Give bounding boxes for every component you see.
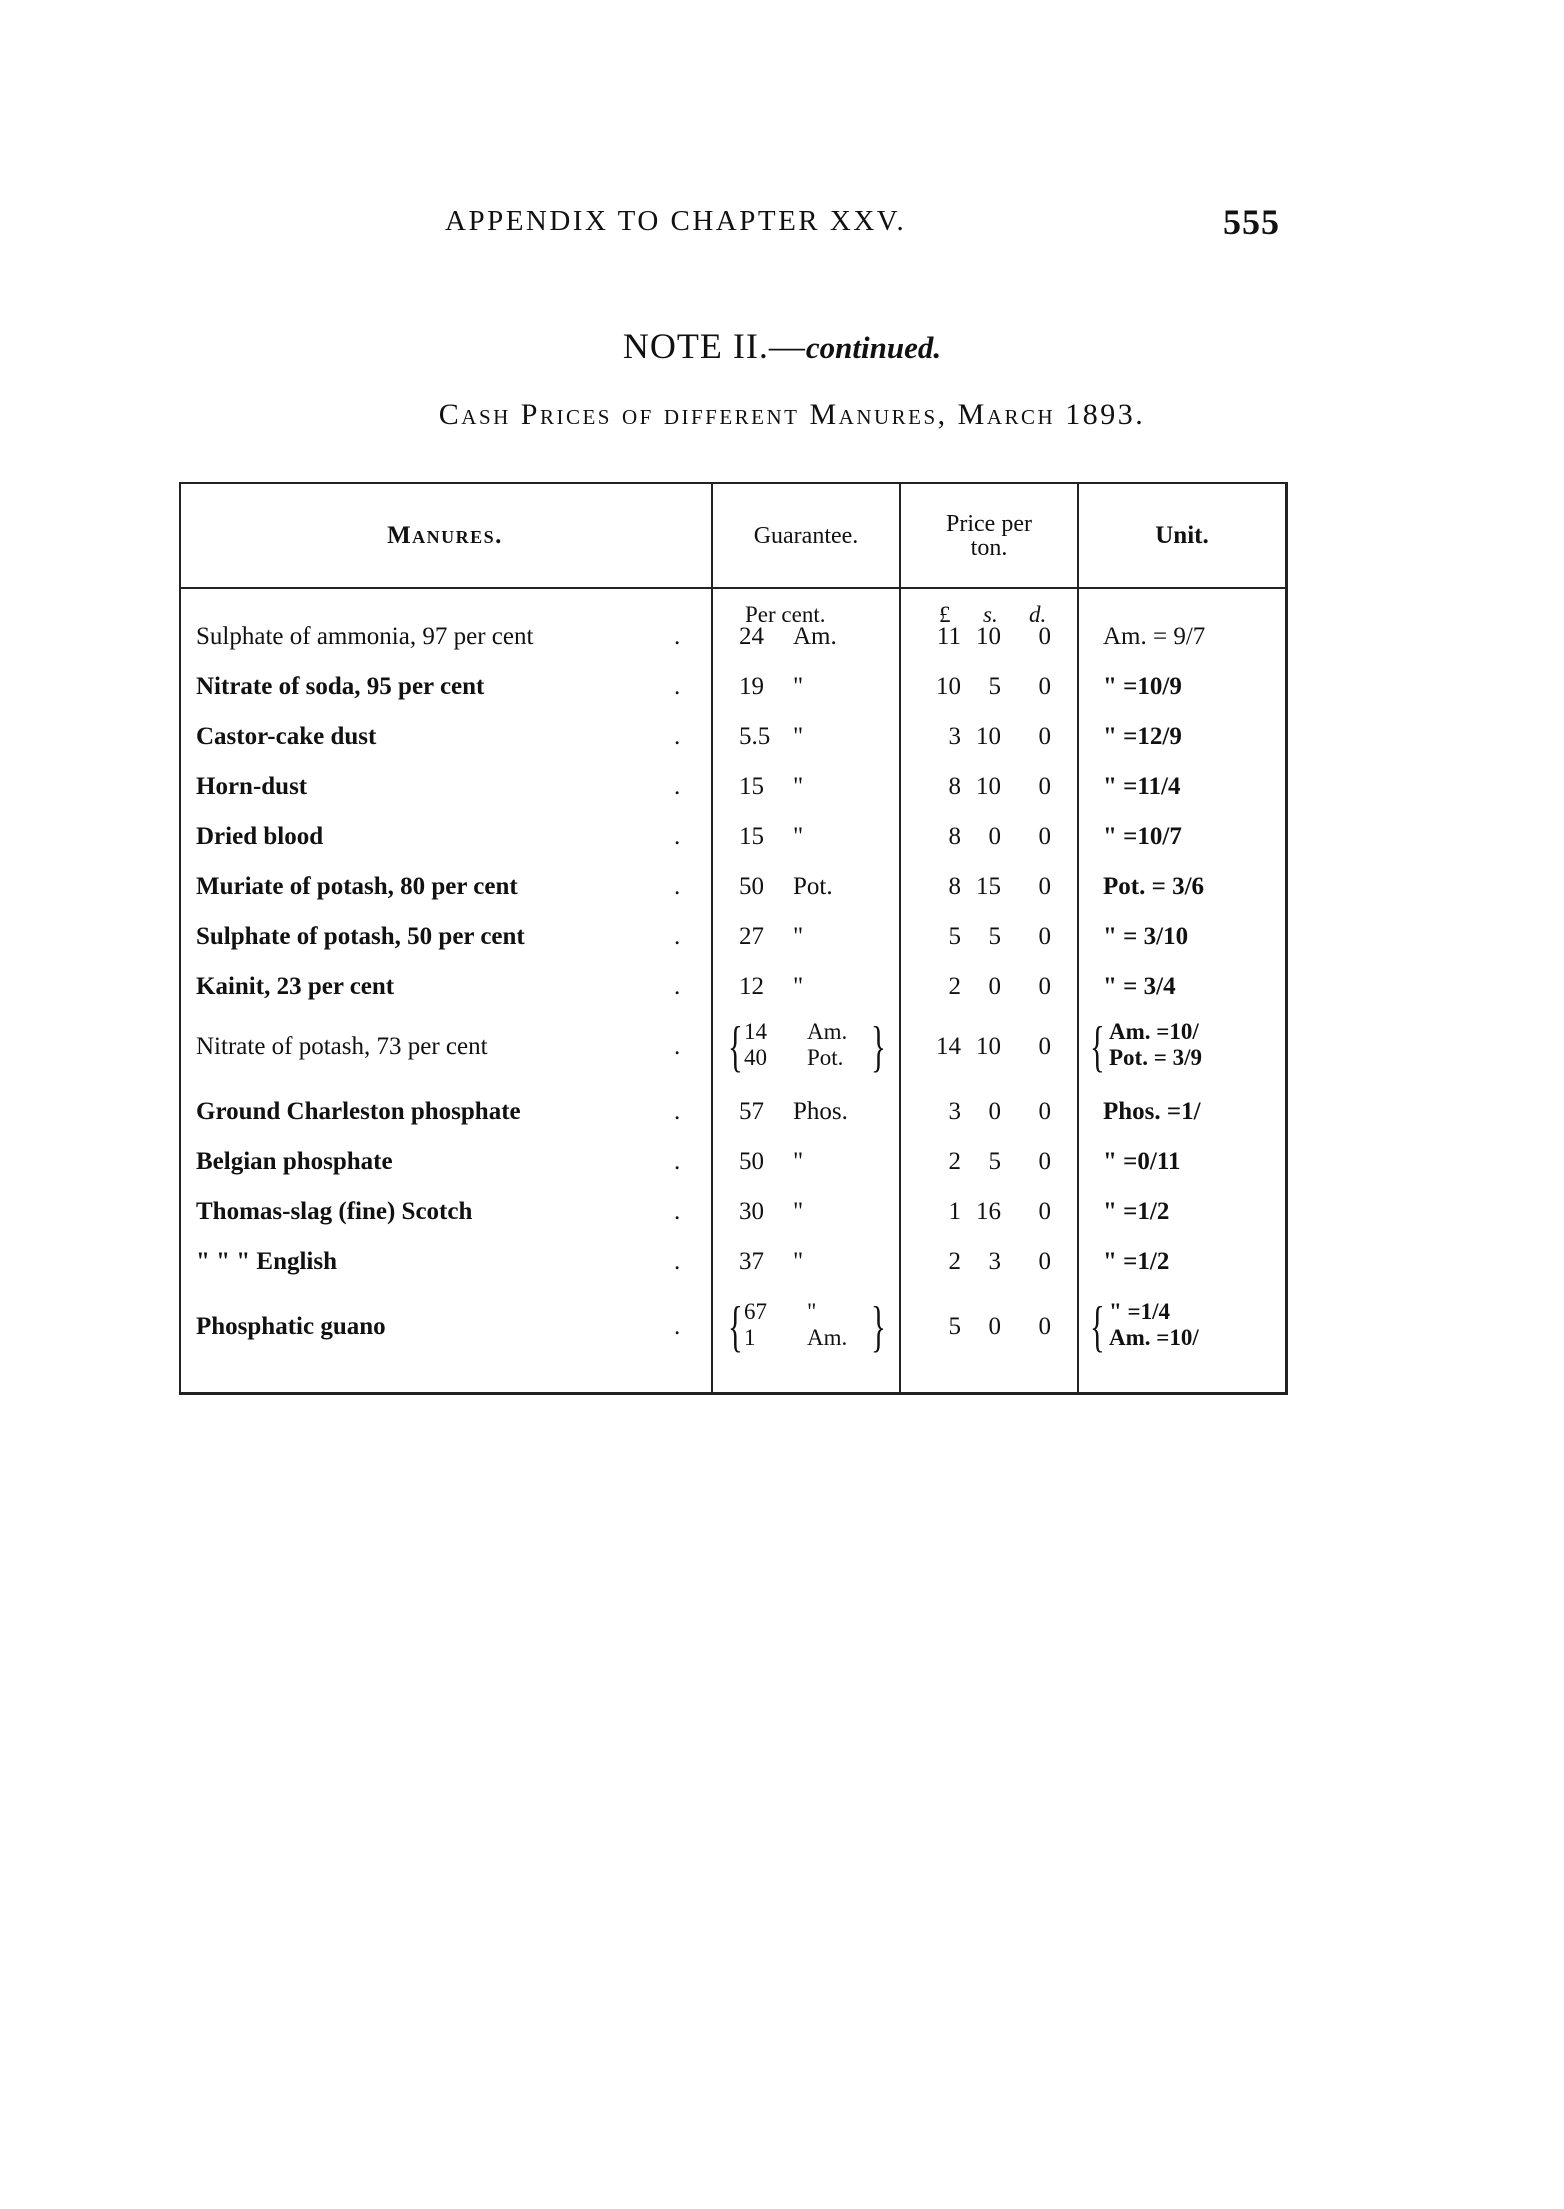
price-pence: 0 [1038, 1033, 1051, 1060]
guarantee-value: 27 [739, 923, 764, 950]
unit-value: " = 3/4 [1103, 973, 1176, 1000]
row-leader-dot: . [674, 923, 681, 950]
guarantee-value-2: 40 [744, 1045, 767, 1070]
price-pence: 0 [1038, 623, 1051, 650]
guarantee-unit: " [793, 673, 804, 700]
unit-value: " =10/7 [1103, 823, 1182, 850]
guarantee-unit-2: Pot. [807, 1045, 844, 1070]
row-leader-dot: . [674, 773, 681, 800]
guarantee-value: 19 [739, 673, 764, 700]
guarantee-value: 12 [739, 973, 764, 1000]
row-leader-dot: . [674, 673, 681, 700]
manure-name: Sulphate of ammonia, 97 per cent [196, 623, 534, 650]
guarantee-unit: " [793, 973, 804, 1000]
header-manures: Manures. [387, 521, 503, 549]
row-leader-dot: . [674, 873, 681, 900]
row-leader-dot: . [674, 1313, 681, 1340]
price-pounds: 5 [948, 1313, 961, 1340]
note-suffix: continued. [805, 330, 942, 365]
price-shillings: 5 [988, 1148, 1001, 1175]
price-pounds: 3 [948, 723, 961, 750]
price-pence: 0 [1038, 973, 1051, 1000]
guarantee-unit: " [793, 1198, 804, 1225]
guarantee-value: 67 [744, 1299, 767, 1324]
subheader-percent: Per cent. [745, 602, 826, 627]
manure-name: Horn-dust [196, 773, 308, 800]
row-leader-dot: . [674, 1198, 681, 1225]
price-pounds: 8 [948, 873, 961, 900]
price-shillings: 10 [976, 723, 1001, 750]
guarantee-value: 57 [739, 1098, 764, 1125]
price-pounds: 8 [948, 823, 961, 850]
guarantee-value: 15 [739, 823, 764, 850]
unit-value: " =1/2 [1103, 1248, 1170, 1275]
guarantee-unit: " [793, 723, 804, 750]
price-shillings: 10 [976, 1033, 1001, 1060]
manure-name: Nitrate of soda, 95 per cent [196, 673, 485, 700]
unit-value: Phos. =1/ [1103, 1098, 1201, 1125]
price-pence: 0 [1038, 923, 1051, 950]
price-pence: 0 [1038, 723, 1051, 750]
note-label: NOTE II.— [622, 326, 806, 366]
brace-left: { [728, 1016, 743, 1078]
price-shillings: 0 [988, 973, 1001, 1000]
brace-right: } [871, 1016, 886, 1078]
guarantee-unit: " [793, 1248, 804, 1275]
manure-name: Sulphate of potash, 50 per cent [196, 923, 525, 950]
guarantee-unit: Phos. [793, 1098, 848, 1125]
page-number: 555 [1223, 202, 1280, 242]
price-pence: 0 [1038, 773, 1051, 800]
row-leader-dot: . [674, 1033, 681, 1060]
header-unit: Unit. [1155, 521, 1209, 549]
row-leader-dot: . [674, 823, 681, 850]
header-price [901, 484, 1077, 587]
price-pence: 0 [1038, 873, 1051, 900]
price-pounds: 1 [948, 1198, 961, 1225]
row-leader-dot: . [674, 723, 681, 750]
unit-value: Am. = 9/7 [1103, 623, 1206, 650]
price-pence: 0 [1038, 1098, 1051, 1125]
unit-value: Am. =10/ [1109, 1019, 1199, 1044]
price-pence: 0 [1038, 1148, 1051, 1175]
guarantee-unit: Am. [807, 1019, 848, 1044]
price-pounds: 3 [948, 1098, 961, 1125]
unit-value: " =10/9 [1103, 673, 1182, 700]
subheader-shillings: s. [983, 602, 998, 627]
guarantee-unit: Pot. [793, 873, 833, 900]
price-pounds: 11 [936, 623, 961, 650]
header-guarantee: Guarantee. [753, 522, 859, 549]
price-pounds: 10 [936, 673, 961, 700]
note-heading [0, 325, 1564, 367]
running-title: APPENDIX TO CHAPTER XXV. [445, 205, 907, 237]
row-leader-dot: . [674, 1248, 681, 1275]
manure-name: Dried blood [196, 823, 324, 850]
unit-value: " =0/11 [1103, 1148, 1181, 1175]
guarantee-unit: " [807, 1299, 817, 1324]
price-pence: 0 [1038, 673, 1051, 700]
manure-name: Ground Charleston phosphate [196, 1098, 521, 1125]
row-leader-dot: . [674, 973, 681, 1000]
price-shillings: 0 [988, 1313, 1001, 1340]
guarantee-unit: " [793, 923, 804, 950]
row-leader-dot: . [674, 1098, 681, 1125]
price-shillings: 15 [976, 873, 1001, 900]
guarantee-value: 14 [744, 1019, 767, 1044]
column-rule [1077, 484, 1079, 1392]
price-shillings: 10 [976, 773, 1001, 800]
brace-unit: { [1090, 1296, 1105, 1358]
price-pence: 0 [1038, 1248, 1051, 1275]
price-pounds: 2 [948, 973, 961, 1000]
price-pounds: 14 [936, 1033, 961, 1060]
column-rule [899, 484, 901, 1392]
price-pence: 0 [1038, 1198, 1051, 1225]
guarantee-value: 30 [739, 1198, 764, 1225]
unit-value: " =12/9 [1103, 723, 1182, 750]
price-pounds: 5 [948, 923, 961, 950]
guarantee-unit: " [793, 773, 804, 800]
price-shillings: 5 [988, 923, 1001, 950]
manure-name: Thomas-slag (fine) Scotch [196, 1198, 473, 1225]
price-shillings: 0 [988, 1098, 1001, 1125]
price-pence: 0 [1038, 1313, 1051, 1340]
header-rule [179, 587, 1288, 589]
row-leader-dot: . [674, 623, 681, 650]
price-pounds: 2 [948, 1148, 961, 1175]
guarantee-value: 5.5 [739, 723, 771, 750]
unit-value: " =1/4 [1109, 1299, 1171, 1324]
guarantee-value: 24 [739, 623, 764, 650]
subheader-pounds: £ [939, 602, 951, 627]
unit-value: " = 3/10 [1103, 923, 1189, 950]
table-border-right [1285, 484, 1288, 1392]
brace-unit: { [1090, 1016, 1105, 1078]
guarantee-unit-2: Am. [807, 1325, 848, 1350]
header-price-line-1: Price per [946, 510, 1032, 537]
brace-left: { [728, 1296, 743, 1358]
manure-name: Belgian phosphate [196, 1148, 393, 1175]
running-head [445, 202, 1280, 255]
unit-value: Pot. = 3/6 [1103, 873, 1205, 900]
price-shillings: 0 [988, 823, 1001, 850]
price-shillings: 5 [988, 673, 1001, 700]
price-pounds: 2 [948, 1248, 961, 1275]
guarantee-value: 15 [739, 773, 764, 800]
guarantee-value: 37 [739, 1248, 764, 1275]
guarantee-unit: " [793, 823, 804, 850]
header-price-line-2: ton. [970, 534, 1008, 561]
manure-name: Phosphatic guano [196, 1313, 386, 1340]
table-caption: Cash Prices of different Manures, March 1893. [438, 398, 1146, 431]
unit-value-2: Pot. = 3/9 [1109, 1045, 1202, 1070]
manure-name: Kainit, 23 per cent [196, 973, 395, 1000]
guarantee-unit: " [793, 1148, 804, 1175]
guarantee-value-2: 1 [744, 1325, 756, 1350]
manure-name: Castor-cake dust [196, 723, 377, 750]
price-shillings: 16 [976, 1198, 1001, 1225]
manure-name: Nitrate of potash, 73 per cent [196, 1033, 488, 1060]
subheader-pence: d. [1029, 602, 1047, 627]
guarantee-unit: Am. [793, 623, 837, 650]
row-leader-dot: . [674, 1148, 681, 1175]
unit-value-2: Am. =10/ [1109, 1325, 1199, 1350]
brace-right: } [871, 1296, 886, 1358]
guarantee-value: 50 [739, 1148, 764, 1175]
unit-value: " =11/4 [1103, 773, 1181, 800]
column-rule [711, 484, 713, 1392]
manure-name: " " " English [196, 1248, 337, 1275]
price-shillings: 10 [976, 623, 1001, 650]
price-pounds: 8 [948, 773, 961, 800]
price-shillings: 3 [988, 1248, 1001, 1275]
table-border-left [179, 484, 181, 1392]
manure-table [179, 482, 1288, 1395]
manure-name: Muriate of potash, 80 per cent [196, 873, 518, 900]
guarantee-value: 50 [739, 873, 764, 900]
price-pence: 0 [1038, 823, 1051, 850]
unit-value: " =1/2 [1103, 1198, 1170, 1225]
